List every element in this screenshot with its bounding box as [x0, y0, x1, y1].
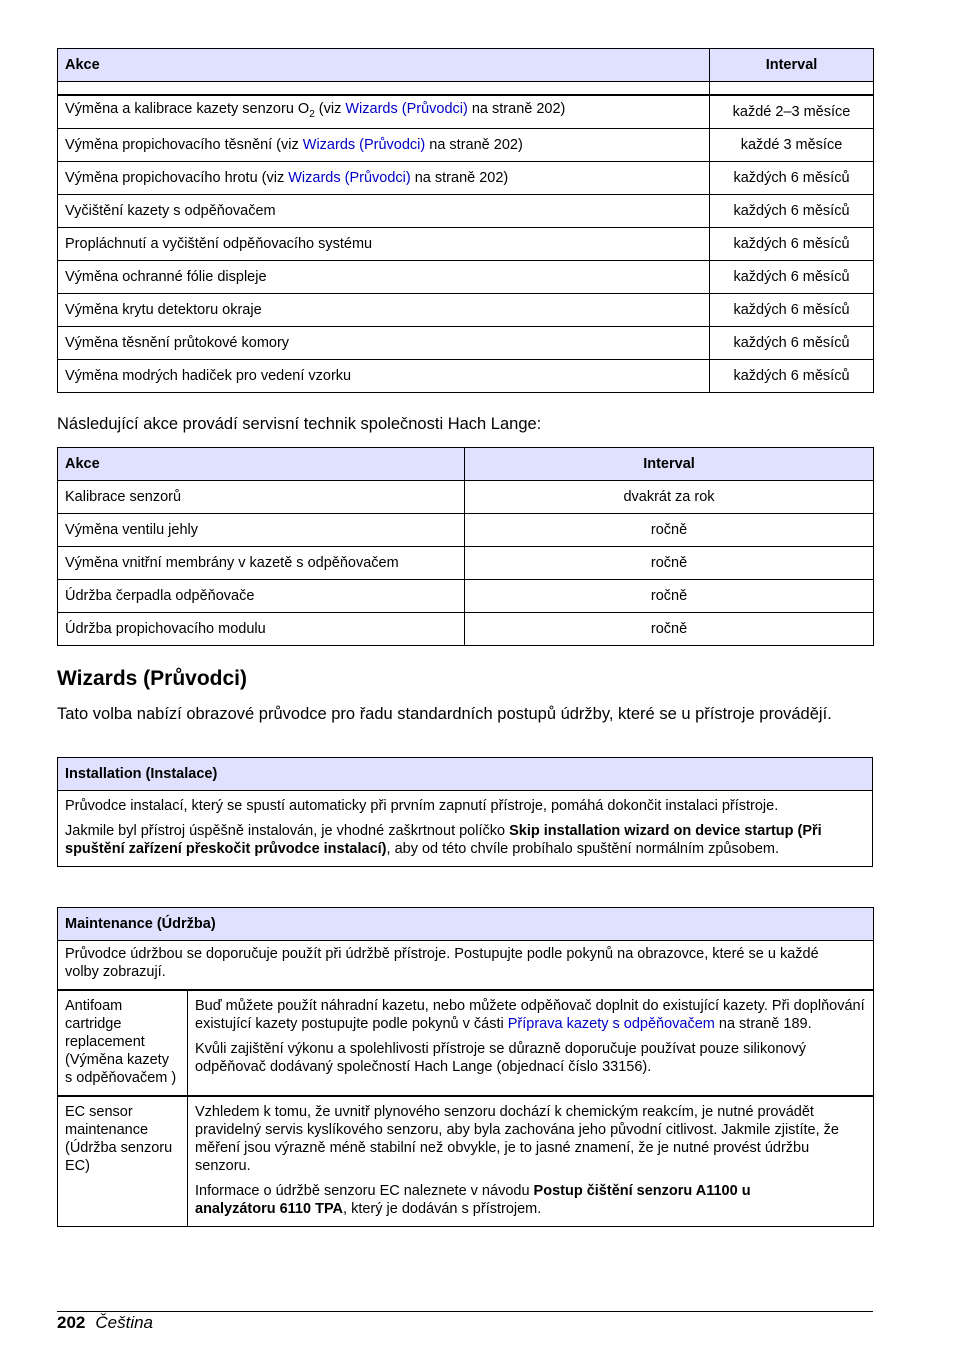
action-cell: Výměna ventilu jehly — [58, 514, 465, 547]
footer-language: Čeština — [95, 1313, 154, 1332]
table-row — [58, 613, 874, 646]
maintenance-interval-table — [57, 48, 874, 393]
maintenance-table — [57, 907, 874, 1227]
interval-cell: každých 6 měsíců — [710, 194, 874, 227]
installation-paragraph — [65, 822, 865, 858]
ec-paragraph — [195, 1182, 755, 1218]
installation-table — [57, 757, 873, 867]
section-title: Wizards (Průvodci) — [57, 667, 248, 690]
interval-cell: ročně — [465, 580, 874, 613]
antifoam-label: Antifoam cartridge replacement (Výměna kazety s odpěňovačem ) — [58, 990, 188, 1096]
action-cell: Výměna ochranné fólie displeje — [58, 260, 710, 293]
table-row — [58, 128, 874, 161]
action-text: na straně 202) — [467, 100, 566, 117]
action-text: Výměna propichovacího těsnění (viz — [65, 136, 303, 153]
table-row — [58, 791, 873, 867]
interval-cell: každých 6 měsíců — [710, 227, 874, 260]
installation-cell — [58, 791, 873, 867]
maintenance-title: Maintenance (Údržba) — [58, 908, 874, 941]
action-cell: Výměna krytu detektoru okraje — [58, 293, 710, 326]
action-cell: Údržba propichovacího modulu — [58, 613, 465, 646]
action-cell: Výměna modrých hadiček pro vedení vzorku — [58, 359, 710, 392]
option-name: Skip installation wizard on device startup (Při spuštění zařízení přeskočit průvodce instalací) — [65, 823, 822, 857]
antifoam-preparation-link[interactable]: Příprava kazety s odpěňovačem — [507, 1016, 715, 1032]
action-cell — [58, 95, 710, 128]
column-header-action: Akce — [58, 448, 465, 481]
action-cell — [58, 128, 710, 161]
table-row — [58, 227, 874, 260]
action-text: (viz — [314, 100, 346, 117]
subscript: 2 — [309, 108, 315, 120]
table-row — [58, 359, 874, 392]
table-row — [58, 990, 874, 1096]
table-row — [58, 260, 874, 293]
antifoam-paragraph — [195, 997, 866, 1033]
action-text: na straně 202) — [425, 136, 523, 153]
action-text: Výměna a kalibrace kazety senzoru O — [65, 100, 310, 117]
intro-text: Průvodce údržbou se doporučuje použít při údržbě přístroje. Postupujte podle pokynů na obrazovce, které se u každé volby zobrazují. — [65, 946, 819, 980]
interval-cell: ročně — [465, 613, 874, 646]
action-cell — [58, 161, 710, 194]
body-text: , který je dodáván s přístrojem. — [343, 1201, 542, 1217]
table-row — [58, 95, 874, 128]
table-header-row — [58, 49, 874, 82]
table-row — [58, 293, 874, 326]
table-spacer-row — [58, 82, 874, 96]
antifoam-paragraph: Kvůli zajištění výkonu a spolehlivosti přístroje se důrazně doporučuje používat pouze silikonový odpěňovač dodávaný společností Hach Lange (objednací číslo 33156). — [195, 1041, 806, 1075]
wizards-link[interactable]: Wizards (Průvodci) — [302, 136, 426, 153]
table-row — [58, 580, 874, 613]
ec-paragraph: Vzhledem k tomu, že uvnitř plynového senzoru dochází k chemickým reakcím, je nutné provádět pravidelný servis kyslíkového senzoru, aby byla zachována jeho původní citlivost. Jakmile zjistíte, že měření jsou výrazně méně stabilní než obvykle, je to jasné znamení, že je nutné provést údržbu senzoru. — [195, 1104, 839, 1174]
interval-cell: každé 2–3 měsíce — [710, 95, 874, 128]
service-technician-intro: Následující akce provádí servisní technik společnosti Hach Lange: — [57, 415, 542, 433]
table-row — [58, 161, 874, 194]
interval-cell: každých 6 měsíců — [710, 293, 874, 326]
manual-title: Postup čištění senzoru A1100 u analyzátoru 6110 TPA — [195, 1183, 751, 1217]
maintenance-intro — [58, 941, 874, 991]
interval-cell: každých 6 měsíců — [710, 260, 874, 293]
table-row — [58, 1096, 874, 1227]
body-text: Informace o údržbě senzoru EC naleznete v návodu — [195, 1183, 534, 1199]
ec-sensor-label: EC sensor maintenance (Údržba senzoru EC) — [58, 1096, 188, 1227]
table-row — [58, 481, 874, 514]
wizards-link[interactable]: Wizards (Průvodci) — [345, 100, 468, 117]
page-number: 202 — [57, 1313, 86, 1332]
table-row — [58, 941, 874, 991]
action-cell: Výměna těsnění průtokové komory — [58, 326, 710, 359]
interval-cell: ročně — [465, 547, 874, 580]
table-row — [58, 514, 874, 547]
interval-cell: dvakrát za rok — [465, 481, 874, 514]
installation-paragraph: Průvodce instalací, který se spustí automaticky při prvním zapnutí přístroje, pomáhá dokončit instalaci přístroje. — [65, 798, 779, 814]
service-technician-table — [57, 447, 874, 646]
interval-cell: každých 6 měsíců — [710, 359, 874, 392]
table-row — [58, 547, 874, 580]
interval-cell: ročně — [465, 514, 874, 547]
interval-cell: každé 3 měsíce — [710, 128, 874, 161]
column-header-interval: Interval — [710, 49, 874, 82]
column-header-interval: Interval — [465, 448, 874, 481]
page-footer — [57, 1312, 153, 1334]
action-cell: Vyčištění kazety s odpěňovačem — [58, 194, 710, 227]
wizards-link[interactable]: Wizards (Průvodci) — [288, 169, 411, 186]
body-text: Buď můžete použít náhradní kazetu, nebo můžete odpěňovač doplnit do existující kazety. Při doplňování existující kazety postupujte podle pokynů v části — [195, 998, 865, 1032]
body-text: , aby od této chvíle probíhalo spuštění normálním způsobem. — [386, 841, 780, 857]
action-cell: Údržba čerpadla odpěňovače — [58, 580, 465, 613]
body-text: Jakmile byl přístroj úspěšně instalován, je vhodné zaškrtnout políčko — [65, 823, 510, 839]
action-cell: Kalibrace senzorů — [58, 481, 465, 514]
action-cell: Propláchnutí a vyčištění odpěňovacího systému — [58, 227, 710, 260]
action-cell: Výměna vnitřní membrány v kazetě s odpěňovačem — [58, 547, 465, 580]
footer-divider — [57, 1311, 873, 1312]
interval-cell: každých 6 měsíců — [710, 161, 874, 194]
action-text: na straně 202) — [410, 169, 509, 186]
body-text: na straně 189. — [714, 1016, 812, 1032]
table-row — [58, 194, 874, 227]
table-header-row — [58, 908, 874, 941]
table-header-row — [58, 448, 874, 481]
action-text: Výměna propichovacího hrotu (viz — [65, 169, 289, 186]
column-header-action: Akce — [58, 49, 710, 82]
table-header-row — [58, 758, 873, 791]
antifoam-description — [188, 990, 874, 1096]
ec-sensor-description — [188, 1096, 874, 1227]
installation-title: Installation (Instalace) — [58, 758, 873, 791]
table-row — [58, 326, 874, 359]
interval-cell: každých 6 měsíců — [710, 326, 874, 359]
section-description: Tato volba nabízí obrazové průvodce pro řadu standardních postupů údržby, které se u přístroje provádějí. — [57, 705, 832, 723]
